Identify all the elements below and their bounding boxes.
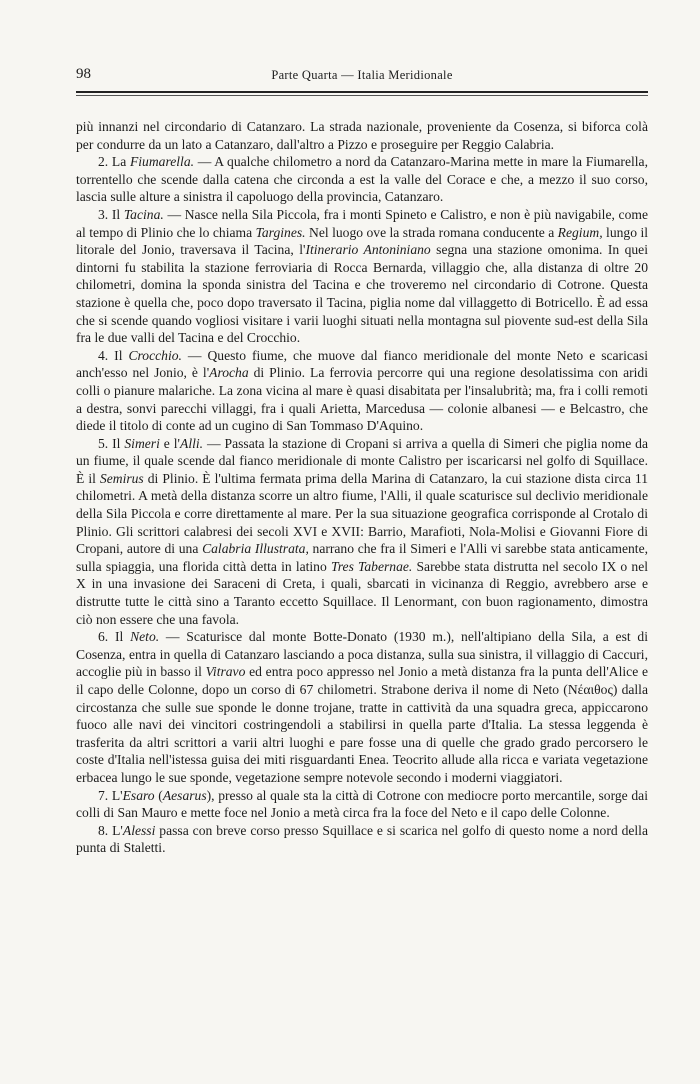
italic-term: Alessi xyxy=(122,822,156,838)
italic-term: Alli. xyxy=(180,435,204,451)
body-text xyxy=(76,118,648,857)
text-run: — Nasce nella Sila Piccola, fra i monti Spineto e Calistro, e non è più navigabile, come al tempo di Plinio che lo chiama xyxy=(76,206,648,240)
italic-term: Targines. xyxy=(255,224,306,240)
text-run: ( xyxy=(154,787,163,803)
text-run: 6. Il xyxy=(98,629,131,645)
text-run: — Passata la stazione di Cropani si arriva a quella di Simeri che piglia nome da un fiume, il quale scende dal fianco meridionale di monte Calistro per iscaricarsi nel golfo di Squillace. È il xyxy=(76,435,649,486)
italic-term: Neto. xyxy=(130,629,160,645)
text-run: 5. Il xyxy=(98,435,125,451)
text-run: ), presso al quale sta la città di Cotrone con mediocre porto mercantile, sorge dai colli di San Mauro e mette foce nel Jonio a metà circa fra la foce del Neto e il capo delle Colonne. xyxy=(76,787,648,821)
text-run: — Scaturisce dal monte Botte-Donato (1930 m.), nell'altipiano della Sila, a est di Cosenza, entra in quella di Catanzaro lasciando a poca distanza, sulla sua sinistra, il villaggio di Caccuri, accoglie più in basso il xyxy=(76,629,648,680)
italic-term: Regium, xyxy=(557,224,603,240)
paragraph xyxy=(76,822,648,857)
text-run: più innanzi nel circondario di Catanzaro. La strada nazionale, proveniente da Cosenza, si biforca colà per condurre da un lato a Catanzaro, dall'altro a Pizzo e proseguire per Reggio Calabria. xyxy=(76,119,648,152)
text-run: 8. L' xyxy=(98,822,123,838)
text-run: narrano che fra il Simeri e l'Alli vi sarebbe stata anticamente, sulla spiaggia, una florida città detta in latino xyxy=(76,541,648,574)
header-rule-thick xyxy=(76,91,648,93)
text-run: segna una stazione omonima. In quei dintorni fu stabilita la stazione ferroviaria di Rocca Bernarda, villaggio che, alla distanza di oltre 20 chilometri, domina la sponda sinistra del Tacina e che troveremo nel circondario di Cotrone. Questa stazione è quella che, poco dopo traversato il Tacina, piglia nome dal villaggetto di Botricello. È ad essa che si scende quando vogliosi visitare i varii luoghi situati nella montagna sul piovente sud-est della Sila fra le due valli del Tacina e del Crocchio. xyxy=(76,242,648,346)
italic-term: Esaro xyxy=(122,787,155,803)
page-number: 98 xyxy=(76,66,91,82)
text-run: — A qualche chilometro a nord da Catanzaro-Marina mette in mare la Fiumarella, torrentello che scende dalla catena che circonda a est la valle del Corace e che, a mezzo il suo corso, lascia sulle alture a sinistra il capoluogo della provincia, Catanzaro. xyxy=(76,154,648,205)
italic-term: Aesarus xyxy=(162,787,207,803)
text-run: passa con breve corso presso Squillace e si scarica nel golfo di questo nome a nord della punta di Staletti. xyxy=(76,822,648,856)
paragraph xyxy=(76,118,648,153)
paragraph xyxy=(76,787,648,822)
paragraph xyxy=(76,628,648,786)
paragraph xyxy=(76,435,648,629)
italic-term: Fiumarella. xyxy=(129,154,195,170)
italic-term: Tacina. xyxy=(123,206,164,222)
text-run: lungo il litorale del Jonio, traversava il Tacina, l' xyxy=(76,224,648,258)
text-run: 3. Il xyxy=(98,206,124,222)
paragraph xyxy=(76,347,648,435)
italic-term: Itinerario Antoniniano xyxy=(305,242,431,258)
italic-term: Crocchio. xyxy=(128,347,182,363)
page-header xyxy=(76,66,648,88)
italic-term: Arocha xyxy=(209,365,249,381)
text-run: — Questo fiume, che muove dal fianco meridionale del monte Neto e scaricasi anch'esso nel Jonio, è l' xyxy=(76,347,648,381)
italic-term: Vitravo xyxy=(205,664,246,680)
text-run: e l' xyxy=(159,435,181,451)
text-run: di Plinio. È l'ultima fermata prima della Marina di Catanzaro, la cui stazione dista circa 11 chilometri. A metà della distanza scorre un altro fiume, l'Alli, il quale scaturisce sul declivio meridionale della Sila Piccola e corre direttamente al mare. Per la sua situazione geografica corrisponde al Crotalo di Plinio. Gli scrittori calabresi dei secoli XVI e XVII: Barrio, Marafioti, Nola-Molisi e Giovanni Fiore di Cropani, autore di una xyxy=(76,470,648,557)
text-run: di Plinio. La ferrovia percorre qui una regione desolatissima con aridi colli o pianure malariche. La zona vicina al mare è quasi disabitata per l'insalubrità; ma, fra i colli remoti a destra, sonvi parecchi villaggi, fra i quali Arietta, Marcedusa — colonie albanesi — e Belcastro, che diede il titolo di conte ad un cugino di San Tommaso D'Aquino. xyxy=(76,365,648,434)
paragraph xyxy=(76,206,648,347)
text-run: 7. L' xyxy=(98,787,123,803)
running-title: Parte Quarta — Italia Meridionale xyxy=(271,68,453,82)
italic-term: Semirus xyxy=(99,470,144,486)
text-run: 2. La xyxy=(98,154,130,170)
paragraph xyxy=(76,153,648,206)
text-run: Sarebbe stata distrutta nel secolo IX o nel X in una invasione dei Saraceni di Creta, i quali, sbarcati in vicinanza di Reggio, avrebbero arse e distrutte tutte le città sino a Taranto eccetto Squillace. Il Lenormant, con buon ragionamento, dimostra ciò non essere che una favola. xyxy=(76,558,649,627)
italic-term: Calabria Illustrata, xyxy=(202,541,309,557)
header-rule-thin xyxy=(76,95,648,96)
text-run: ed entra poco appresso nel Jonio a metà distanza fra la punta dell'Alice e il capo delle Colonne, dopo un corso di 67 chilometri. Strabone deriva il nome di Neto (Νέαιθος) dalla circostanza che sulle sue sponde le donne trojane, tratte in cattività da una squadra greca, appiccarono fuoco alle navi dei vincitori costringendoli a stabilirsi in quella parte d'Italia. La stessa leggenda è trasferita da altri scrittori a varii altri luoghi e pare fosse una di quelle che grado grado percorsero le coste d'Italia nell'istessa guisa dei miti risguardanti Enea. Teocrito allude alla ricca e variata vegetazione erbacea lungo le sue sponde, vegetazione sempre notevole secondo i moderni viaggiatori. xyxy=(76,664,648,785)
text-run: 4. Il xyxy=(98,347,129,363)
text-run: Nel luogo ove la strada romana conducente a xyxy=(305,224,558,240)
italic-term: Simeri xyxy=(124,435,160,451)
italic-term: Tres Tabernae. xyxy=(330,558,413,574)
